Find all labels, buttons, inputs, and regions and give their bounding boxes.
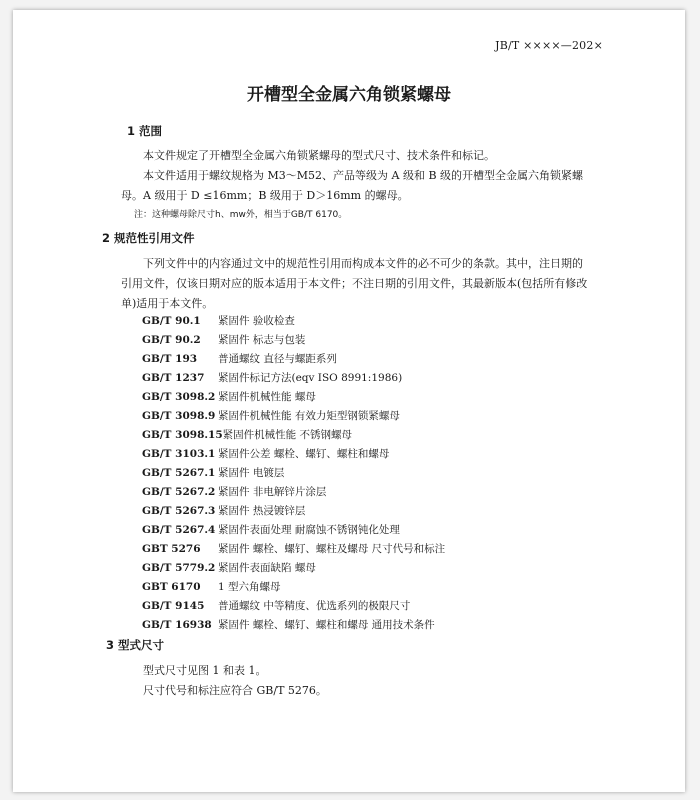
section-1-note: 注：这种螺母除尺寸h、mw外，相当于GB/T 6170。 <box>134 210 348 220</box>
section-3-heading: 3 型式尺寸 <box>106 638 165 652</box>
section-2-heading: 2 规范性引用文件 <box>102 231 195 245</box>
reference-item: GB/T 3098.9 紧固件机械性能 有效力矩型钢锁紧螺母 <box>142 410 400 422</box>
reference-item: GB/T 193 普通螺纹 直径与螺距系列 <box>142 353 337 365</box>
standard-number: JB/T ××××—202× <box>495 39 603 52</box>
reference-item: GB/T 16938 紧固件 螺栓、螺钉、螺柱和螺母 通用技术条件 <box>142 619 435 631</box>
reference-item: GB/T 5267.1 紧固件 电镀层 <box>142 467 285 479</box>
page-title: 开槽型全金属六角锁紧螺母 <box>247 85 451 105</box>
reference-item: GB/T 5267.4 紧固件表面处理 耐腐蚀不锈钢钝化处理 <box>142 524 400 536</box>
reference-item: GBT 5276 紧固件 螺栓、螺钉、螺柱及螺母 尺寸代号和标注 <box>142 543 446 555</box>
reference-item: GB/T 5267.3 紧固件 热浸镀锌层 <box>142 505 306 517</box>
section-2-paragraph: 下列文件中的内容通过文中的规范性引用而构成本文件的必不可少的条款。其中，注日期的引用文件，仅该日期对应的版本适用于本文件；不注日期的引用文件，其最新版本(包括所有修改单)适用于本文件。 <box>121 257 588 310</box>
reference-item: GB/T 3098.15紧固件机械性能 不锈钢螺母 <box>142 429 352 441</box>
section-3-paragraph-1: 型式尺寸见图 1 和表 1。 <box>143 664 267 677</box>
reference-item: GB/T 5779.2 紧固件表面缺陷 螺母 <box>142 562 316 574</box>
reference-item: GB/T 1237 紧固件标记方法(eqv ISO 8991:1986) <box>142 372 403 384</box>
document-page <box>13 10 685 792</box>
reference-item: GB/T 90.1 紧固件 验收检查 <box>142 315 295 327</box>
reference-item: GBT 6170 1 型六角螺母 <box>142 581 281 593</box>
reference-item: GB/T 9145 普通螺纹 中等精度、优选系列的极限尺寸 <box>142 600 411 612</box>
reference-item: GB/T 3103.1 紧固件公差 螺栓、螺钉、螺柱和螺母 <box>142 448 390 460</box>
section-1-paragraph-2: 本文件适用于螺纹规格为 M3～M52、产品等级为 A 级和 B 级的开槽型全金属六角锁紧螺母。A 级用于 D ≤16mm；B 级用于 D＞16mm 的螺母。 <box>121 169 584 202</box>
section-1-heading: 1 范围 <box>127 124 163 138</box>
reference-item: GB/T 90.2 紧固件 标志与包装 <box>142 334 306 346</box>
section-1-paragraph-1: 本文件规定了开槽型全金属六角锁紧螺母的型式尺寸、技术条件和标记。 <box>143 149 495 162</box>
reference-item: GB/T 5267.2 紧固件 非电解锌片涂层 <box>142 486 327 498</box>
section-3-paragraph-2: 尺寸代号和标注应符合 GB/T 5276。 <box>143 684 327 697</box>
reference-item: GB/T 3098.2 紧固件机械性能 螺母 <box>142 391 316 403</box>
normative-references-list <box>142 312 445 635</box>
